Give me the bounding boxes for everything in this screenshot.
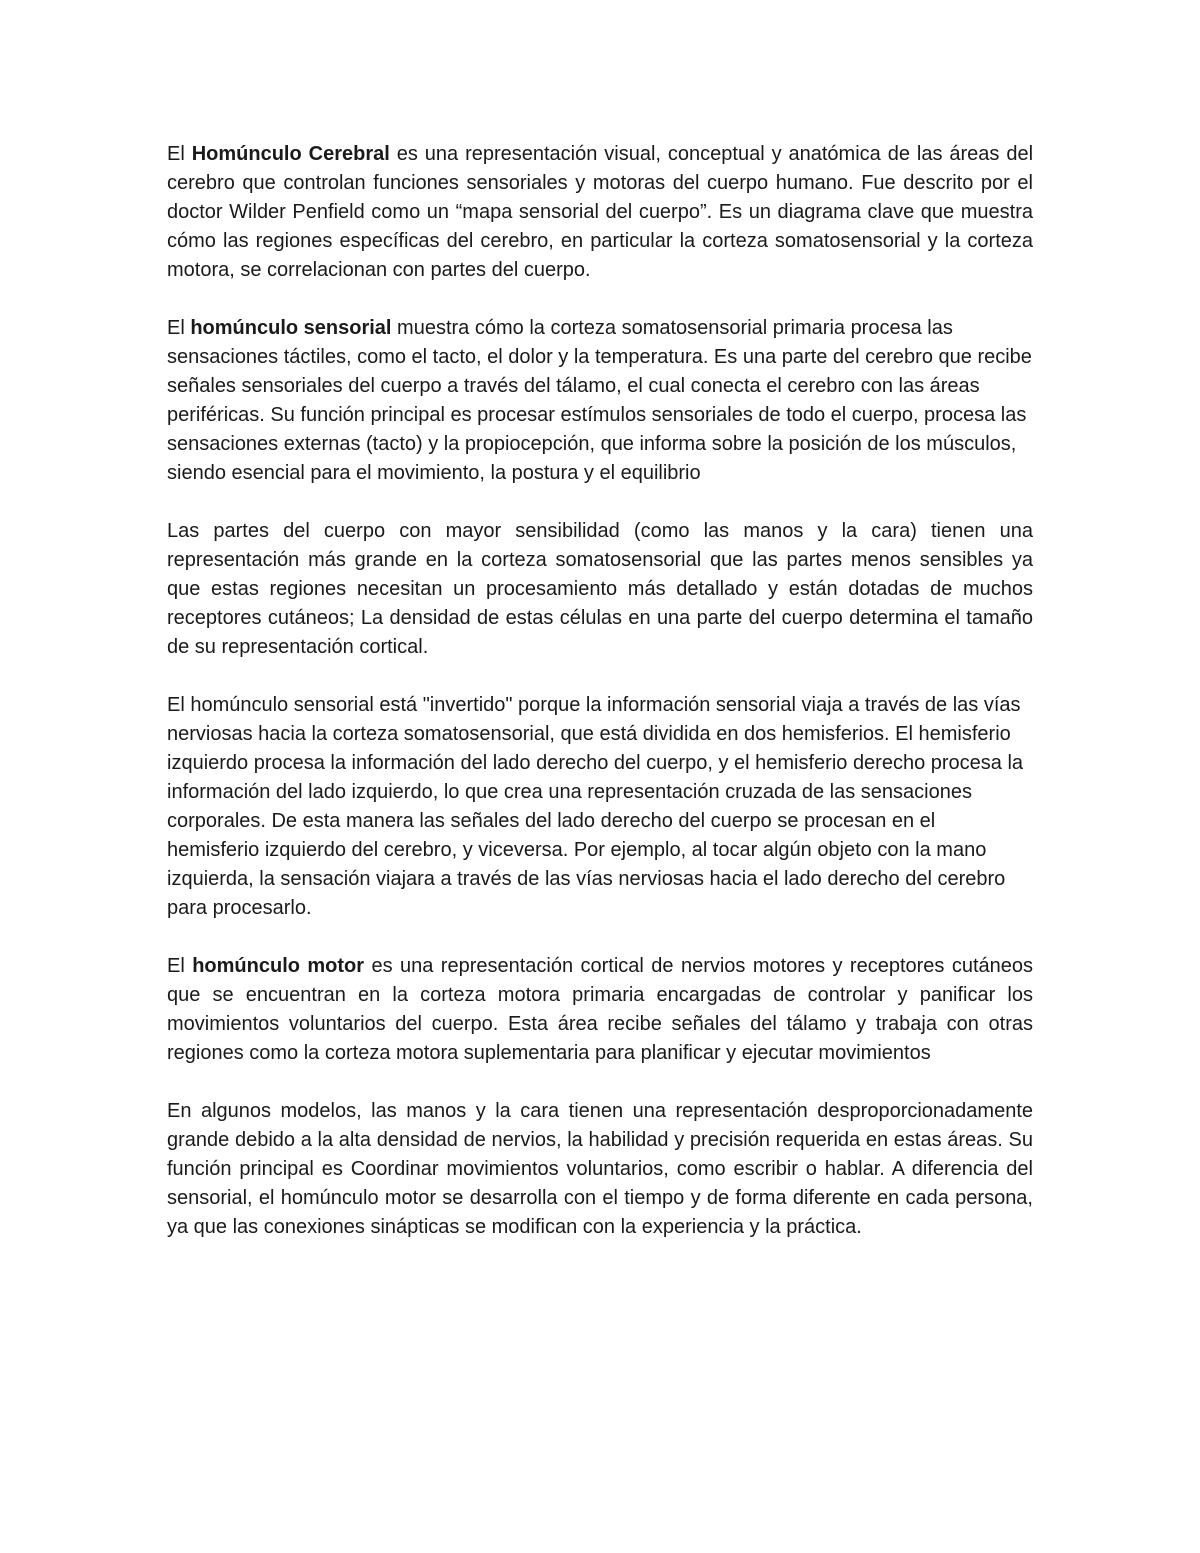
term-homunculo-cerebral: Homúnculo Cerebral	[191, 143, 390, 165]
paragraph-text: es una representación cortical de nervios motores y receptores cutáneos que se encuentran en la corteza motora primaria encargadas de controlar y panificar los movimientos voluntarios del cuerpo. Esta área recibe señales del tálamo y trabaja con otras regiones como la corteza motora suplementaria para planificar y ejecutar movimientos	[167, 955, 1033, 1064]
paragraph-text: es una representación visual, conceptual y anatómica de las áreas del cerebro que controlan funciones sensoriales y motoras del cuerpo humano. Fue descrito por el doctor Wilder Penfield como un “mapa sensorial del cuerpo”. Es un diagrama clave que muestra cómo las regiones específicas del cerebro, en particular la corteza somatosensorial y la corteza motora, se correlacionan con partes del cuerpo.	[167, 143, 1034, 281]
paragraph-lead: El	[167, 955, 193, 977]
paragraph-sensibilidad	[167, 517, 1033, 662]
paragraph-homunculo-motor	[167, 952, 1033, 1068]
paragraph-text: muestra cómo la corteza somatosensorial primaria procesa las sensaciones táctiles, como el tacto, el dolor y la temperatura. Es una parte del cerebro que recibe señales sensoriales del cuerpo a través del tálamo, el cual conecta el cerebro con las áreas periféricas. Su función principal es procesar estímulos sensoriales de todo el cuerpo, procesa las sensaciones externas (tacto) y la propiocepción, que informa sobre la posición de los músculos, siendo esencial para el movimiento, la postura y el equilibrio	[167, 317, 1032, 484]
paragraph-invertido	[167, 691, 1033, 923]
document-body	[167, 140, 1033, 1271]
paragraph-text: El homúnculo sensorial está "invertido" porque la información sensorial viaja a través de las vías nerviosas hacia la corteza somatosensorial, que está dividida en dos hemisferios. El hemisferio izquierdo procesa la información del lado derecho del cuerpo, y el hemisferio derecho procesa la información del lado izquierdo, lo que crea una representación cruzada de las sensaciones corporales. De esta manera las señales del lado derecho del cuerpo se procesan en el hemisferio izquierdo del cerebro, y viceversa. Por ejemplo, al tocar algún objeto con la mano izquierda, la sensación viajara a través de las vías nerviosas hacia el lado derecho del cerebro para procesarlo.	[167, 694, 1024, 919]
paragraph-lead: El	[167, 317, 191, 339]
paragraph-text: En algunos modelos, las manos y la cara tienen una representación desproporcionadamente grande debido a la alta densidad de nervios, la habilidad y precisión requerida en estas áreas. Su función principal es Coordinar movimientos voluntarios, como escribir o hablar. A diferencia del sensorial, el homúnculo motor se desarrolla con el tiempo y de forma diferente en cada persona, ya que las conexiones sinápticas se modifican con la experiencia y la práctica.	[167, 1100, 1033, 1238]
paragraph-modelos	[167, 1097, 1033, 1242]
term-homunculo-sensorial: homúnculo sensorial	[190, 317, 392, 339]
paragraph-homunculo-cerebral	[167, 140, 1033, 285]
paragraph-homunculo-sensorial	[167, 314, 1033, 488]
paragraph-text: Las partes del cuerpo con mayor sensibilidad (como las manos y la cara) tienen una representación más grande en la corteza somatosensorial que las partes menos sensibles ya que estas regiones necesitan un procesamiento más detallado y están dotadas de muchos receptores cutáneos; La densidad de estas células en una parte del cuerpo determina el tamaño de su representación cortical.	[167, 520, 1033, 658]
term-homunculo-motor: homúnculo motor	[192, 955, 365, 977]
paragraph-lead: El	[167, 143, 192, 165]
